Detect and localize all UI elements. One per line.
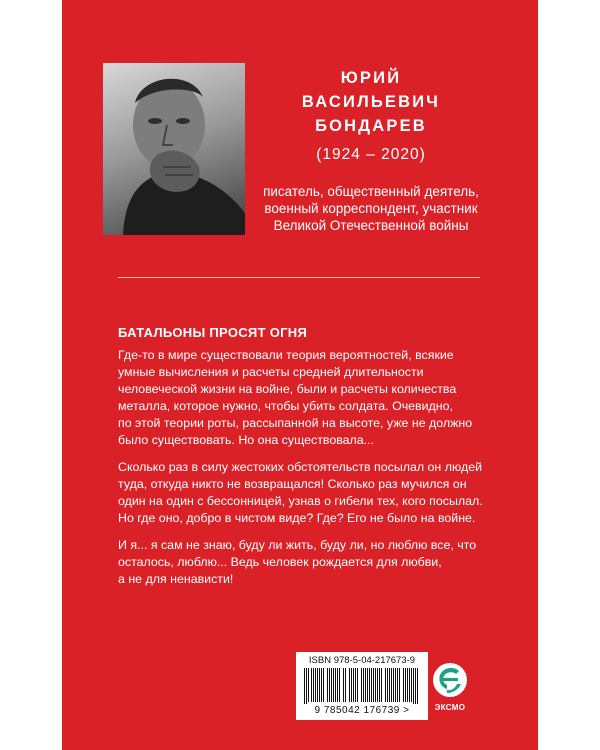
barcode-bar bbox=[317, 668, 318, 702]
barcode-bar bbox=[343, 668, 344, 702]
author-years: (1924 – 2020) bbox=[316, 146, 426, 163]
barcode-bar bbox=[335, 668, 336, 702]
author-description-line: Великой Отечественной войны bbox=[273, 218, 469, 233]
barcode-bar bbox=[337, 668, 338, 702]
barcode-bar bbox=[397, 668, 398, 702]
barcode-bar bbox=[331, 668, 332, 702]
barcode-bar bbox=[391, 668, 392, 702]
barcode-bar bbox=[308, 668, 309, 702]
text-line: человеческой жизни на войне, были и расчеты количества bbox=[118, 382, 457, 396]
barcode-bar bbox=[403, 668, 404, 702]
barcode-bar bbox=[409, 668, 410, 702]
barcode-bar bbox=[351, 668, 352, 702]
barcode-digits: 9 785042 176739 > bbox=[314, 705, 410, 716]
publisher-logo bbox=[430, 660, 480, 718]
barcode-bar bbox=[339, 668, 340, 702]
barcode-bar bbox=[387, 668, 388, 702]
eksmo-logo-icon bbox=[430, 660, 470, 700]
barcode-bar bbox=[355, 668, 356, 702]
barcode-bar bbox=[417, 668, 418, 704]
barcode-bar bbox=[375, 668, 376, 702]
barcode-panel bbox=[296, 652, 428, 720]
barcode-bar bbox=[413, 668, 414, 704]
barcode-bar bbox=[385, 668, 386, 702]
barcode-bar bbox=[329, 668, 330, 702]
author-patronymic: ВАСИЛЬЕВИЧ bbox=[301, 93, 441, 111]
barcode-bar bbox=[361, 668, 362, 702]
text-line: умные вычисления и расчеты средней длительности bbox=[118, 365, 424, 379]
barcode-bar bbox=[357, 668, 358, 702]
text-line: Но где оно, добро в чистом виде? Где? Его не было на войне. bbox=[118, 511, 476, 525]
barcode-bar bbox=[311, 668, 312, 702]
author-description-line: писатель, общественный деятель, bbox=[263, 184, 479, 199]
barcode-bar bbox=[389, 668, 390, 702]
text-line: было существовать. Но она существовала... bbox=[118, 433, 374, 447]
text-line: Сколько раз в силу жестоких обстоятельств посылал он людей bbox=[118, 460, 483, 474]
isbn-number: ISBN 978-5-04-217673-9 bbox=[308, 655, 416, 666]
author-description-line: военный корреспондент, участник bbox=[264, 201, 478, 216]
barcode-bar bbox=[393, 668, 394, 702]
barcode-bar bbox=[379, 668, 380, 702]
text-line: по этой теории роты, рассыпанной на высоте, уже не должно bbox=[118, 416, 473, 430]
barcode-bar bbox=[381, 668, 382, 702]
barcode-bar bbox=[399, 668, 400, 702]
barcode-bar bbox=[363, 668, 364, 702]
barcode-bar bbox=[415, 668, 416, 704]
author-portrait-icon bbox=[103, 63, 245, 235]
barcode-bar bbox=[349, 668, 350, 702]
text-line: один на один с бессонницей, узнав о гибели тех, кого посылал. bbox=[118, 494, 483, 508]
barcode-bar bbox=[345, 668, 346, 702]
text-line: осталось, люблю... Ведь человек рождается для любви, bbox=[118, 555, 442, 569]
publisher-name: ЭКСМО bbox=[434, 703, 466, 712]
barcode-bar bbox=[313, 668, 314, 702]
barcode-bar bbox=[304, 668, 305, 704]
book-title: БАТАЛЬОНЫ ПРОСЯТ ОГНЯ bbox=[118, 325, 308, 340]
barcode-bar bbox=[323, 668, 324, 702]
barcode-bar bbox=[333, 668, 334, 702]
barcode-bar bbox=[353, 668, 354, 702]
barcode-bar bbox=[319, 668, 320, 702]
barcode-bar bbox=[371, 668, 372, 702]
barcode-bar bbox=[377, 668, 378, 702]
barcode-bar bbox=[407, 668, 408, 702]
barcode-bar bbox=[369, 668, 370, 702]
barcode-bar bbox=[395, 668, 396, 702]
author-first-name: ЮРИЙ bbox=[340, 69, 402, 87]
author-last-name: БОНДАРЕВ bbox=[315, 117, 427, 135]
text-line: а не для ненависти! bbox=[118, 572, 234, 586]
barcode-bar bbox=[306, 668, 307, 704]
text-line: туда, откуда никто не возвращался! Сколько раз мучился он bbox=[118, 477, 467, 491]
barcode-bar bbox=[321, 668, 322, 702]
barcode-bar bbox=[373, 668, 374, 702]
text-line: И я... я сам не знаю, буду ли жить, буду ли, но люблю все, что bbox=[118, 538, 477, 552]
barcode-bar bbox=[405, 668, 406, 702]
barcode-icon bbox=[302, 668, 422, 704]
barcode-bar bbox=[315, 668, 316, 702]
author-photo bbox=[103, 63, 245, 235]
barcode-bar bbox=[327, 668, 328, 702]
section-divider bbox=[118, 277, 480, 278]
text-line: металла, которое нужно, чтобы убить солдата. Очевидно, bbox=[118, 399, 453, 413]
barcode-bar bbox=[411, 668, 412, 702]
text-line: Где-то в мире существовали теория вероятностей, всякие bbox=[118, 348, 454, 362]
barcode-bar bbox=[365, 668, 366, 702]
barcode-bar bbox=[367, 668, 368, 702]
